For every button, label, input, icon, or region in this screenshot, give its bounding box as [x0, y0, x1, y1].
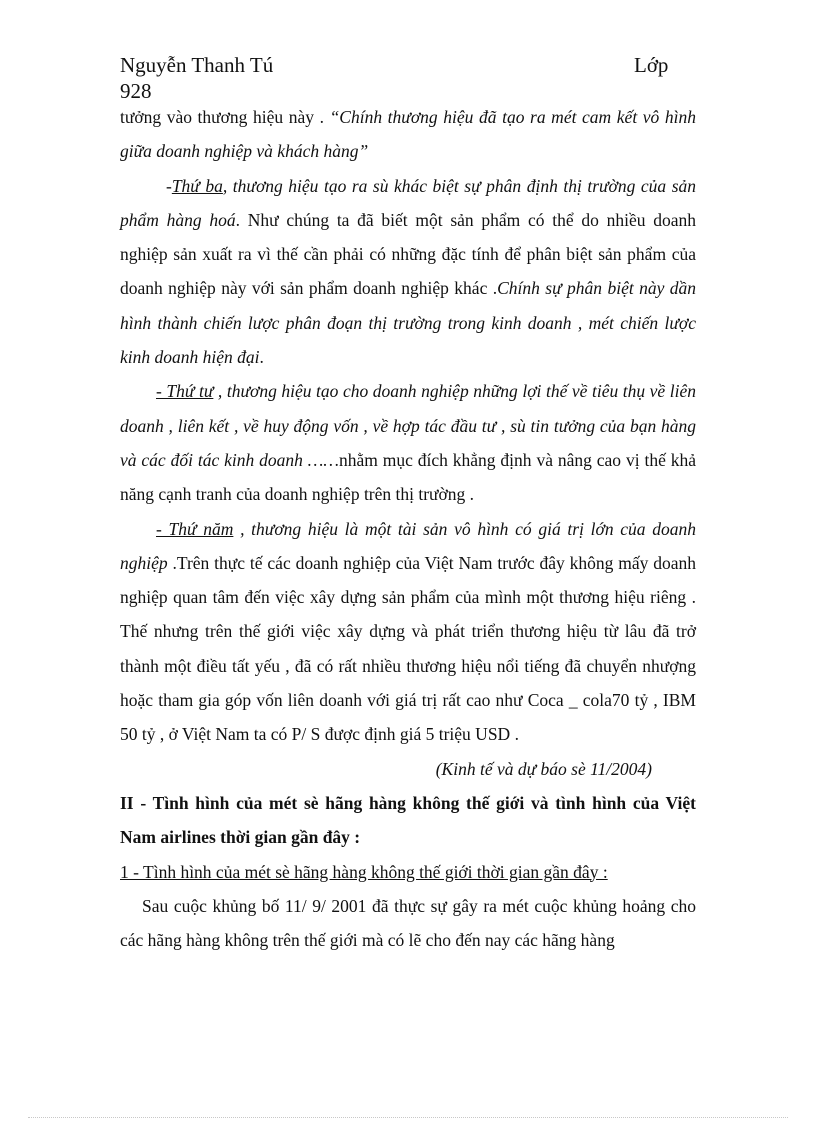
paragraph-third-dash: - [166, 175, 172, 196]
document-body [120, 100, 696, 957]
section-heading: II - Tình hình của mét sè hãng hàng không thế giới và tình hình của Việt Nam airlines thời gian gần đây : [120, 792, 696, 848]
paragraph-fifth-label: - Thứ năm [156, 518, 234, 539]
paragraph-fourth-label: - Thứ tư [156, 381, 214, 402]
paragraph-fourth [120, 374, 696, 511]
paragraph-third-italic2: Chính sự phân biệt này dần hình thành chiến lược phân đoạn thị trường trong kinh doanh , mét chiến lược kinh doanh hiện đại [120, 278, 697, 368]
paragraph-third [120, 169, 696, 375]
paragraph-airlines: Sau cuộc khủng bố 11/ 9/ 2001 đã thực sự gây ra mét cuộc khủng hoảng cho các hãng hàng không trên thế giới mà có lẽ cho đến nay các hãng hàng [120, 895, 696, 951]
paragraph-trust-quote: “Chính thương hiệu đã tạo ra mét cam kết vô hình giữa doanh nghiệp và khách hàng” [120, 107, 697, 162]
paragraph-trust [120, 100, 696, 169]
paragraph-third-italic: , thương hiệu tạo ra sù khác biệt sự phân định thị trường của sản phẩm hàng hoá [120, 175, 697, 230]
paragraph-trust-text: tưởng vào thương hiệu này . [120, 107, 330, 127]
class-number: 928 [120, 79, 152, 103]
paragraph-fifth-italic: , thương hiệu là một tài sản vô hình có giá trị lớn của doanh nghiệp [120, 518, 696, 573]
paragraph-fourth-text: nhằm mục đích khẳng định và nâng cao vị thế khả năng cạnh tranh của doanh nghiệp trên thị trường . [120, 449, 696, 505]
citation: (Kinh tế và dự báo sè 11/2004) [435, 758, 652, 779]
author-name: Nguyễn Thanh Tú [120, 53, 274, 77]
paragraph-third-label: Thứ ba [171, 175, 223, 196]
paragraph-third-end: . [259, 347, 264, 368]
class-label: Lớp [634, 53, 669, 77]
page-header [120, 52, 680, 104]
paragraph-fifth-text: .Trên thực tế các doanh nghiệp của Việt Nam trước đây không mấy doanh nghiệp quan tâm đến việc xây dựng sản phẩm của mình một thương hiệu riêng . Thế nhưng trên thế giới việc xây dựng và phát triển thương hiệu từ lâu đã trở thành một điều tất yếu , đã có rất nhiều thương hiệu nổi tiếng đã chuyển nhượng hoặc tham gia góp vốn liên doanh với giá trị rất cao như Coca _ cola70 tỷ , IBM 50 tỷ , ở Việt Nam ta có P/ S được định giá 5 triệu USD . [120, 552, 696, 745]
paragraph-third-text: . Như chúng ta đã biết một sản phẩm có thể do nhiều doanh nghiệp sản xuất ra vì thế cần phải có những đặc tính để phân biệt sản phẩm của doanh nghiệp này với sản phẩm doanh nghiệp khác . [120, 209, 696, 299]
section-subheading: 1 - Tình hình của mét sè hãng hàng không thế giới thời gian gần đây : [120, 861, 608, 882]
paragraph-fourth-italic: , thương hiệu tạo cho doanh nghiệp những lợi thế về tiêu thụ về liên doanh , liên kết , về huy động vốn , về hợp tác đầu tư , sù tin tưởng của bạn hàng và các đối tác kinh doanh …… [120, 381, 696, 470]
paragraph-fifth [120, 512, 696, 752]
page-bottom-border [28, 1117, 788, 1118]
